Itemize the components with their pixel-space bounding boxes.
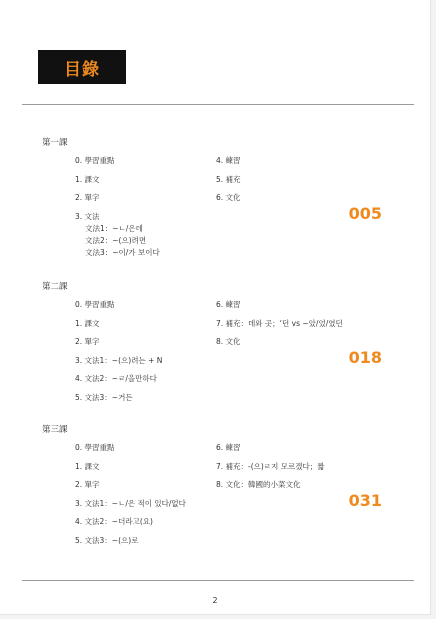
toc-item[interactable]: 1. 課文 <box>75 174 100 184</box>
toc-item[interactable]: 5. 文法3：~거든 <box>75 392 133 402</box>
bottom-divider <box>22 580 414 581</box>
toc-item[interactable]: 8. 文化：韓國的小菜文化 <box>216 480 301 489</box>
toc-item[interactable]: 3. 文法 <box>75 211 100 221</box>
toc-item[interactable]: 0. 學習重點 <box>75 156 115 165</box>
lesson-3-left-column <box>75 443 210 554</box>
toc-item[interactable]: 3. 文法1：~(으)려는 + N <box>75 355 163 365</box>
toc-subitem[interactable]: 文法3：~이/가 보이다 <box>85 247 160 257</box>
lesson-title: 第二課 <box>42 282 68 292</box>
toc-item[interactable]: 5. 文法3：~(으)로 <box>75 535 139 545</box>
toc-item[interactable]: 7. 補充：데와 곳；‘던 vs ~았/었/였던 <box>216 318 343 328</box>
toc-title-box <box>38 50 126 84</box>
lesson-1-right-column <box>216 156 346 212</box>
toc-title: 目錄 <box>64 59 100 80</box>
toc-item[interactable]: 7. 補充：-(으)ㄹ지 모르겠다；짧 <box>216 461 325 471</box>
toc-item[interactable]: 4. 文法2：~더라고(요) <box>75 517 153 526</box>
lesson-2-left-column <box>75 300 210 411</box>
lesson-title: 第三課 <box>42 425 68 435</box>
toc-item[interactable]: 5. 補充 <box>216 174 241 184</box>
toc-item[interactable]: 0. 學習重點 <box>75 300 115 309</box>
toc-item[interactable]: 6. 文化 <box>216 193 241 202</box>
toc-subitem[interactable]: 文法1：~ㄴ/은데 <box>85 223 143 233</box>
lesson-page-number[interactable]: 005 <box>348 204 382 223</box>
toc-item[interactable]: 2. 單字 <box>75 480 100 489</box>
toc-item[interactable]: 0. 學習重點 <box>75 443 115 452</box>
lesson-1-left-column <box>75 156 210 258</box>
footer-page-number: 2 <box>212 596 218 605</box>
toc-item[interactable]: 4. 練習 <box>216 156 241 165</box>
toc-item[interactable]: 6. 練習 <box>216 443 241 452</box>
lesson-title: 第一課 <box>42 138 68 148</box>
toc-item[interactable]: 2. 單字 <box>75 337 100 346</box>
toc-item[interactable]: 4. 文法2：~ㄹ/을만하다 <box>75 374 157 383</box>
lesson-page-number[interactable]: 018 <box>348 348 382 367</box>
lesson-3-right-column <box>216 443 346 499</box>
toc-subitem[interactable]: 文法2：~(으)려면 <box>85 235 147 245</box>
lesson-2-right-column <box>216 300 346 356</box>
toc-item[interactable]: 2. 單字 <box>75 193 100 202</box>
top-divider <box>22 104 414 105</box>
lesson-page-number[interactable]: 031 <box>348 491 382 510</box>
toc-item[interactable]: 8. 文化 <box>216 337 241 346</box>
toc-item[interactable]: 1. 課文 <box>75 461 100 471</box>
toc-item[interactable]: 6. 練習 <box>216 300 241 309</box>
toc-item[interactable]: 1. 課文 <box>75 318 100 328</box>
toc-item[interactable]: 3. 文法1：~ㄴ/은 적이 있다/없다 <box>75 498 186 508</box>
